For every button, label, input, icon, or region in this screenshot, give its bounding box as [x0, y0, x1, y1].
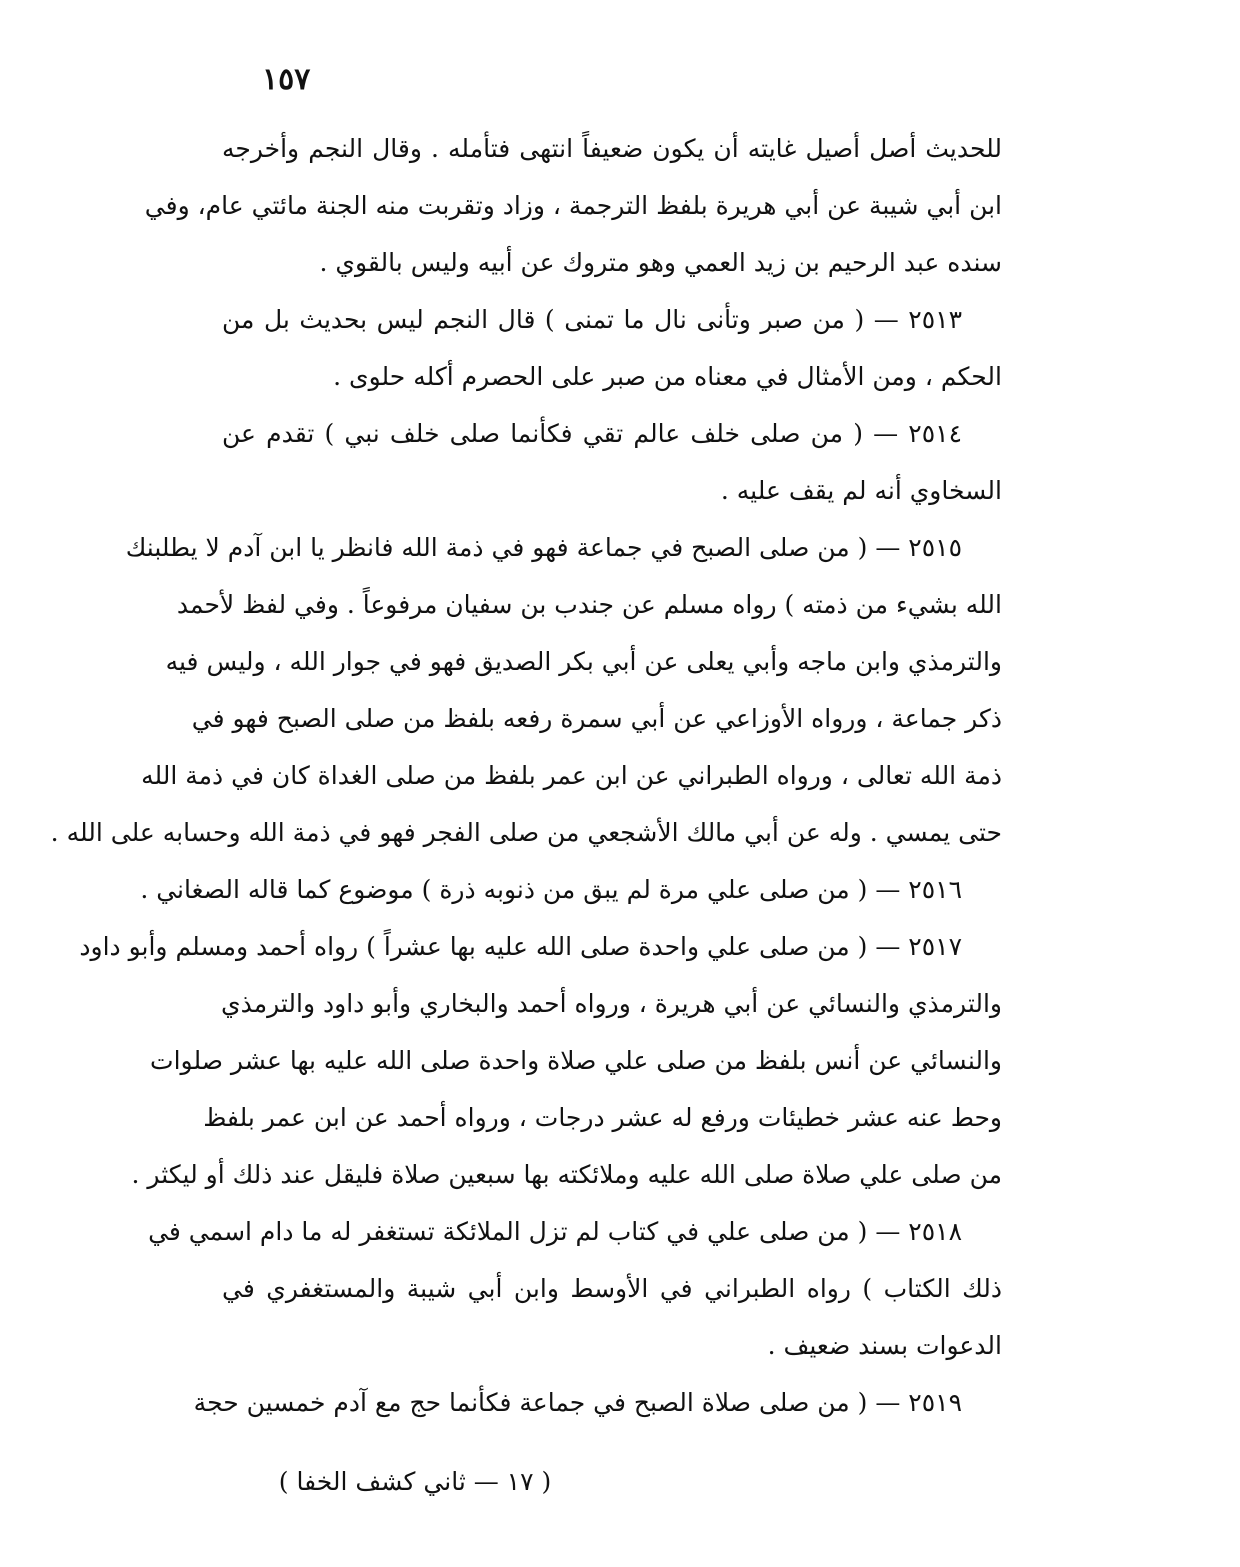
text-line: سنده عبد الرحيم بن زيد العمي وهو متروك عن أبيه وليس بالقوي .	[319, 248, 1002, 277]
text-line: السخاوي أنه لم يقف عليه .	[720, 476, 1002, 505]
entry-2514-line: ٢٥١٤ — ( من صلى خلف عالم تقي فكأنما صلى خلف نبي ) تقدم عن	[222, 419, 962, 448]
text-line: الحكم ، ومن الأمثال في معناه من صبر على الحصرم أكله حلوى .	[333, 362, 1002, 391]
text-line: والترمذي والنسائي عن أبي هريرة ، ورواه أحمد والبخاري وأبو داود والترمذي	[221, 989, 1002, 1018]
text-line: والترمذي وابن ماجه وأبي يعلى عن أبي بكر الصديق فهو في جوار الله ، وليس فيه	[165, 647, 1002, 676]
text-line: الله بشيء من ذمته ) رواه مسلم عن جندب بن سفيان مرفوعاً . وفي لفظ لأحمد	[176, 590, 1002, 619]
text-line: ذكر جماعة ، ورواه الأوزاعي عن أبي سمرة رفعه بلفظ من صلى الصبح فهو في	[191, 704, 1002, 733]
text-line: ذمة الله تعالى ، ورواه الطبراني عن ابن عمر بلفظ من صلى الغداة كان في ذمة الله	[141, 761, 1002, 790]
text-line: حتى يمسي . وله عن أبي مالك الأشجعي من صلى الفجر فهو في ذمة الله وحسابه على الله .	[50, 818, 1002, 847]
entry-2517-line: ٢٥١٧ — ( من صلى علي واحدة صلى الله عليه بها عشراً ) رواه أحمد ومسلم وأبو داود	[79, 932, 962, 961]
signature-footer: ( ١٧ — ثاني كشف الخفا )	[278, 1467, 552, 1496]
page-body-text	[50, 120, 1002, 1431]
entry-2515-line: ٢٥١٥ — ( من صلى الصبح في جماعة فهو في ذمة الله فانظر يا ابن آدم لا يطلبنك	[125, 533, 962, 562]
text-line: ابن أبي شيبة عن أبي هريرة بلفظ الترجمة ، وزاد وتقربت منه الجنة مائتي عام، وفي	[144, 191, 1002, 220]
text-line: وحط عنه عشر خطيئات ورفع له عشر درجات ، ورواه أحمد عن ابن عمر بلفظ	[203, 1103, 1002, 1132]
text-line: ذلك الكتاب ) رواه الطبراني في الأوسط وابن أبي شيبة والمستغفري في	[222, 1274, 1002, 1303]
entry-2518-line: ٢٥١٨ — ( من صلى علي في كتاب لم تزل الملائكة تستغفر له ما دام اسمي في	[148, 1217, 962, 1246]
text-line: والنسائي عن أنس بلفظ من صلى علي صلاة واحدة صلى الله عليه بها عشر صلوات	[150, 1046, 1002, 1075]
entry-2513-line: ٢٥١٣ — ( من صبر وتأنى نال ما تمنى ) قال النجم ليس بحديث بل من	[222, 305, 962, 334]
page-number: ١٥٧	[262, 62, 311, 97]
text-line: للحديث أصل أصيل غايته أن يكون ضعيفاً انتهى فتأمله . وقال النجم وأخرجه	[222, 134, 1002, 163]
entry-2516-line: ٢٥١٦ — ( من صلى علي مرة لم يبق من ذنوبه ذرة ) موضوع كما قاله الصغاني .	[140, 875, 962, 904]
entry-2519-line: ٢٥١٩ — ( من صلى صلاة الصبح في جماعة فكأنما حج مع آدم خمسين حجة	[193, 1388, 962, 1417]
text-line: من صلى علي صلاة صلى الله عليه وملائكته بها سبعين صلاة فليقل عند ذلك أو ليكثر .	[131, 1160, 1002, 1189]
text-line: الدعوات بسند ضعيف .	[767, 1331, 1002, 1360]
